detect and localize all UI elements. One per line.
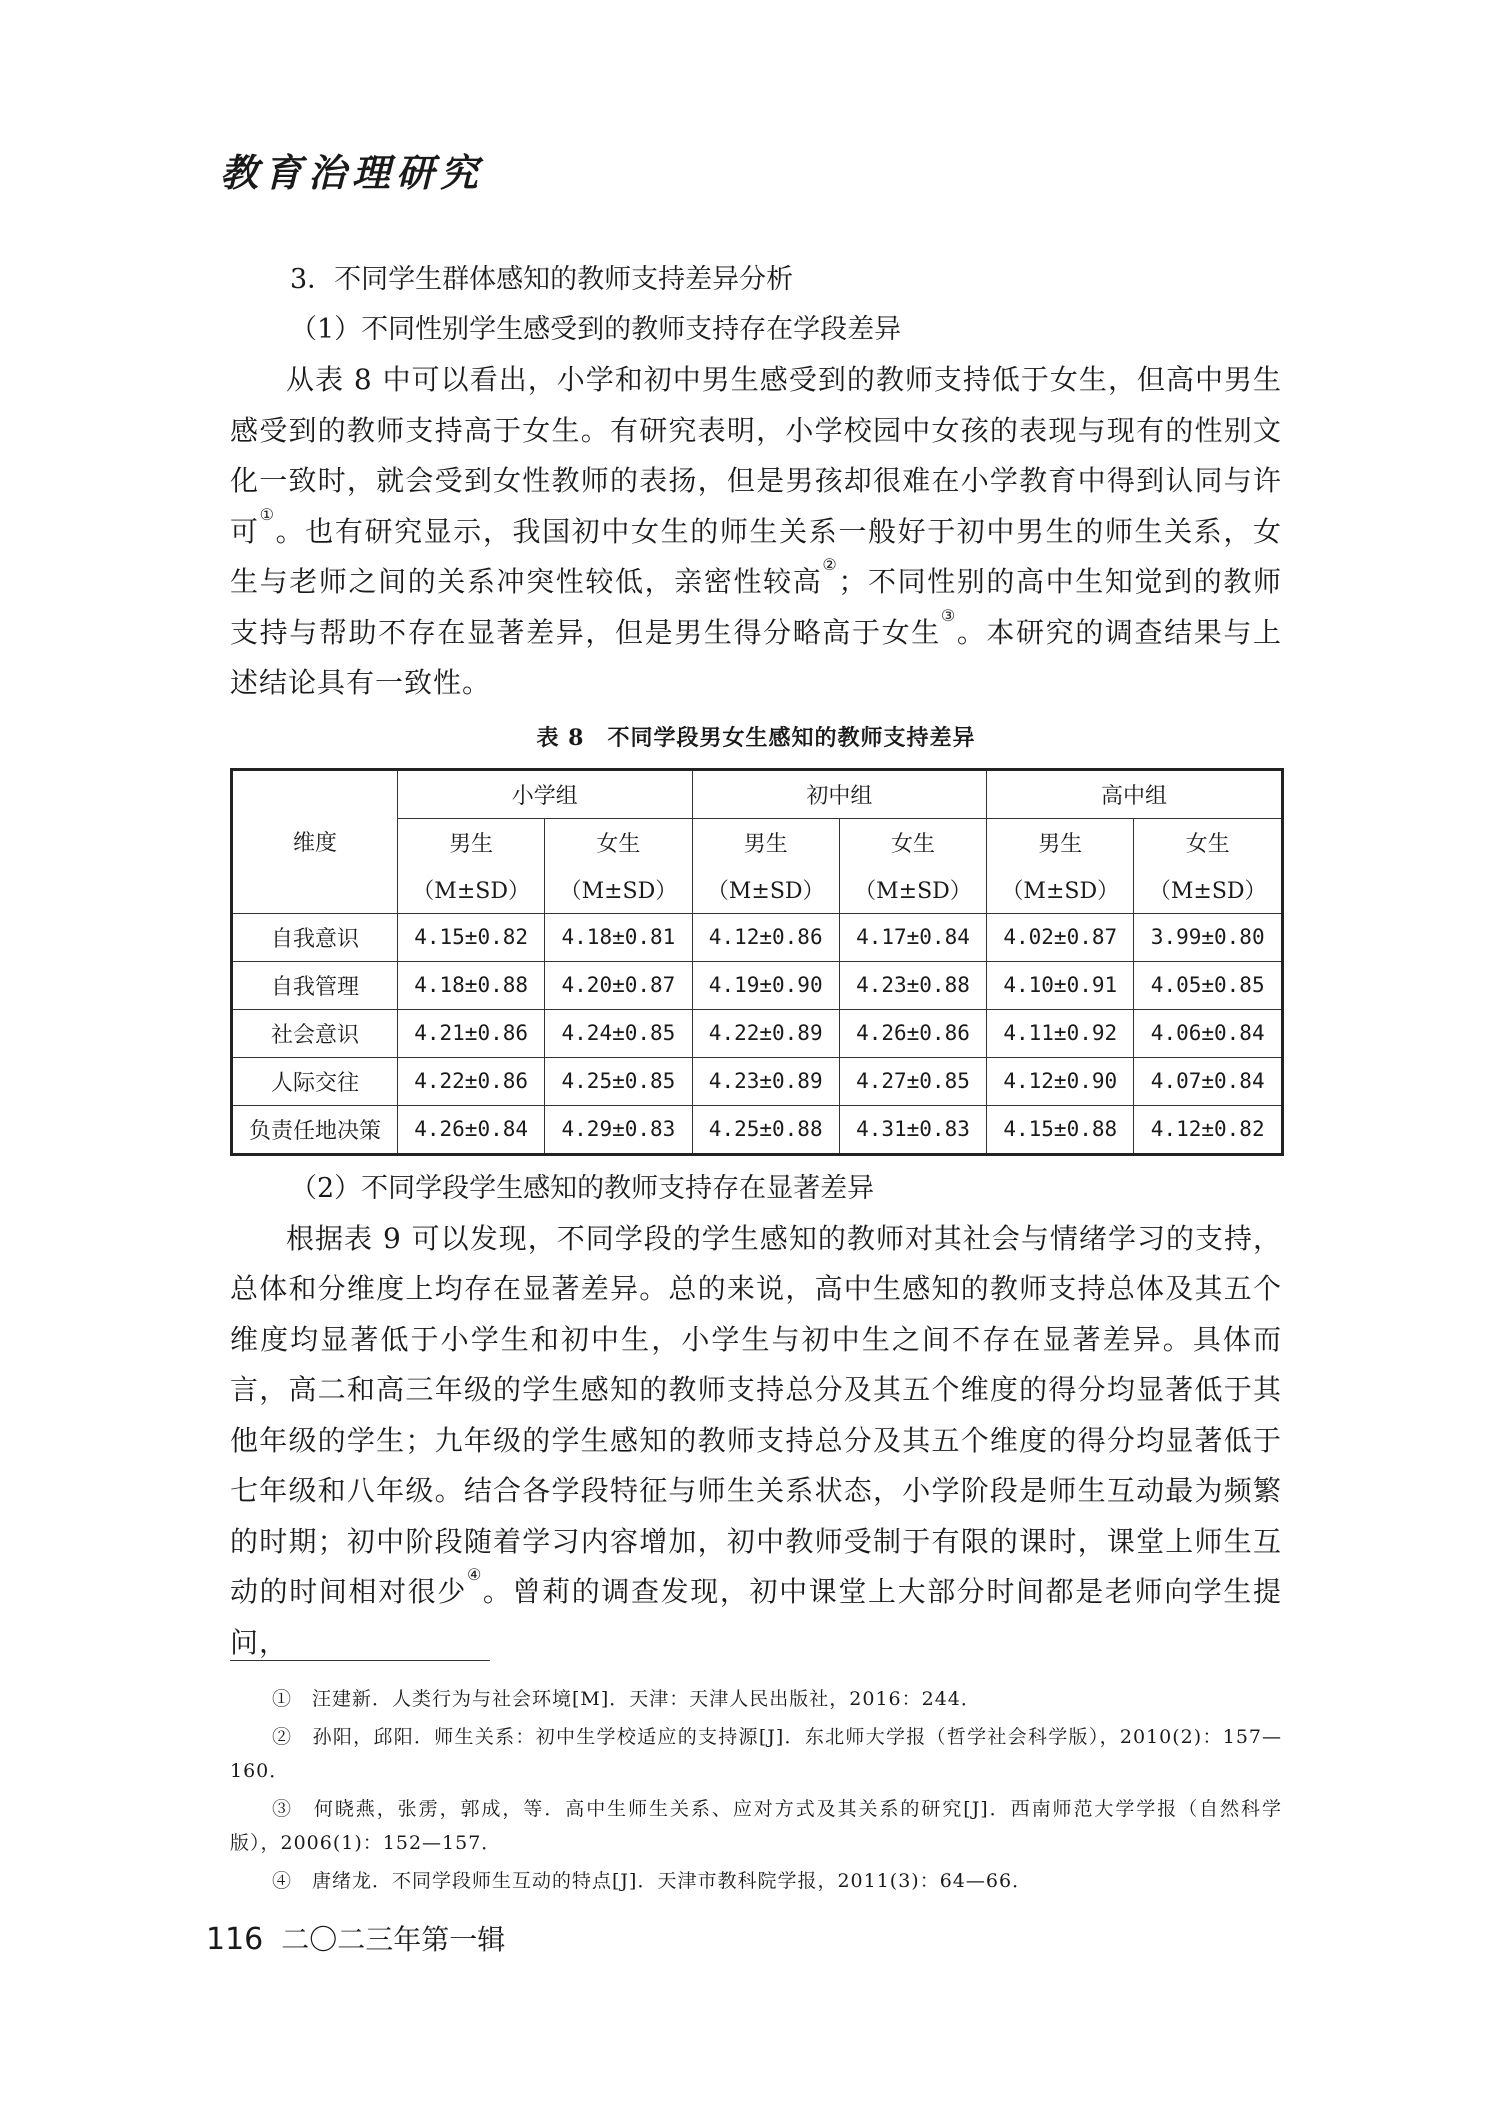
row-dimension: 社会意识 (232, 1009, 398, 1057)
table-cell: 4.18±0.88 (398, 961, 545, 1009)
table-cell: 4.15±0.82 (398, 913, 545, 961)
table-cell: 4.02±0.87 (987, 913, 1134, 961)
row-dimension: 负责任地决策 (232, 1105, 398, 1154)
table-row (232, 961, 1283, 1009)
table-cell: 4.18±0.81 (545, 913, 692, 961)
stat-header: （M±SD） (839, 866, 986, 914)
table-cell: 4.22±0.89 (692, 1009, 839, 1057)
table-row (232, 1105, 1283, 1154)
paragraph-1-text-c: ；不同性别的高中生知觉到的教师支持与帮助不存在显著差异，但是男生得分略高于女生 (230, 565, 1282, 649)
table-cell: 4.31±0.83 (839, 1105, 986, 1154)
group-header: 高中组 (987, 769, 1283, 818)
table-cell: 4.07±0.84 (1134, 1057, 1283, 1105)
group-header: 小学组 (398, 769, 693, 818)
issue-label: 二〇二三年第一辑 (281, 1923, 506, 1956)
stat-header: （M±SD） (398, 866, 545, 914)
main-content (230, 255, 1282, 1668)
paragraph-2-text-a: 根据表 9 可以发现，不同学段的学生感知的教师对其社会与情绪学习的支持，总体和分维度上均存在显著差异。总的来说，高中生感知的教师支持总体及其五个维度均显著低于小学生和初中生，小学生与初中生之间不存在显著差异。具体而言，高二和高三年级的学生感知的教师支持总分及其五个维度的得分均显著低于其他年级的学生；九年级的学生感知的教师支持总分及其五个维度的得分均显著低于七年级和八年级。结合各学段特征与师生关系状态，小学阶段是师生互动最为频繁的时期；初中阶段随着学习内容增加，初中教师受制于有限的课时，课堂上师生互动的时间相对很少 (230, 1221, 1282, 1608)
footnote-item: ④ 唐绪龙．不同学段师生互动的特点[J]．天津市教科院学报，2011(3)：64—66． (272, 1870, 1033, 1892)
paragraph-2 (230, 1214, 1282, 1669)
footnotes (230, 1682, 1282, 1902)
table-cell: 4.12±0.90 (987, 1057, 1134, 1105)
journal-title: 教育治理研究 (220, 150, 485, 195)
table-cell: 3.99±0.80 (1134, 913, 1283, 961)
table-cell: 4.05±0.85 (1134, 961, 1283, 1009)
paragraph-1-text-b: 。也有研究显示，我国初中女生的师生关系一般好于初中男生的师生关系，女生与老师之间的关系冲突性较低，亲密性较高 (230, 514, 1282, 598)
footnote-ref-4[interactable]: ④ (466, 1565, 483, 1584)
table-cell: 4.23±0.89 (692, 1057, 839, 1105)
paragraph-2-text-b: 。曾莉的调查发现，初中课堂上大部分时间都是老师向学生提问， (230, 1575, 1282, 1659)
table-cell: 4.21±0.86 (398, 1009, 545, 1057)
table-body (232, 913, 1283, 1154)
table-cell: 4.11±0.92 (987, 1009, 1134, 1057)
footnote-item: ① 汪建新．人类行为与社会环境[M]．天津：天津人民出版社，2016：244． (272, 1688, 981, 1710)
paragraph-1 (230, 355, 1282, 709)
table-row (232, 1009, 1283, 1057)
page-number: 116 (206, 1922, 264, 1957)
table-cell: 4.22±0.86 (398, 1057, 545, 1105)
table-row (232, 1057, 1283, 1105)
table-cell: 4.15±0.88 (987, 1105, 1134, 1154)
footnote-item: ③ 何晓燕，张雳，郭成，等．高中生师生关系、应对方式及其关系的研究[J]．西南师范大学学报（自然科学版），2006(1)：152—157． (230, 1798, 1282, 1854)
gender-header: 女生 (1134, 818, 1283, 866)
table-cell: 4.17±0.84 (839, 913, 986, 961)
subsection-1-heading: （1）不同性别学生感受到的教师支持存在学段差异 (290, 314, 902, 345)
group-header: 初中组 (692, 769, 987, 818)
table-cell: 4.25±0.88 (692, 1105, 839, 1154)
footnote-item: ② 孙阳，邱阳．师生关系：初中生学校适应的支持源[J]．东北师大学报（哲学社会科学版），2010(2)：157—160． (230, 1726, 1282, 1782)
table-cell: 4.06±0.84 (1134, 1009, 1283, 1057)
table-cell: 4.29±0.83 (545, 1105, 692, 1154)
row-dimension: 自我意识 (232, 913, 398, 961)
footnote-ref-3[interactable]: ③ (940, 605, 957, 625)
gender-header: 男生 (398, 818, 545, 866)
table-cell: 4.12±0.86 (692, 913, 839, 961)
table-cell: 4.10±0.91 (987, 961, 1134, 1009)
table-cell: 4.23±0.88 (839, 961, 986, 1009)
table-row (232, 913, 1283, 961)
footnote-divider (230, 1660, 490, 1661)
stat-header: （M±SD） (692, 866, 839, 914)
stat-header: （M±SD） (1134, 866, 1283, 914)
table-cell: 4.26±0.84 (398, 1105, 545, 1154)
page-footer (206, 1918, 505, 1958)
table-cell: 4.24±0.85 (545, 1009, 692, 1057)
subsection-2-heading: （2）不同学段学生感知的教师支持存在显著差异 (290, 1172, 875, 1204)
footnote-ref-1[interactable]: ① (259, 504, 276, 524)
gender-header: 男生 (987, 818, 1134, 866)
stat-header: （M±SD） (987, 866, 1134, 914)
table-cell: 4.12±0.82 (1134, 1105, 1283, 1154)
dimension-header: 维度 (232, 769, 398, 913)
paragraph-1-text-a: 从表 8 中可以看出，小学和初中男生感受到的教师支持低于女生，但高中男生感受到的教师支持高于女生。有研究表明，小学校园中女孩的表现与现有的性别文化一致时，就会受到女性教师的表扬，但是男孩却很难在小学教育中得到认同与许可 (230, 363, 1282, 548)
table-cell: 4.26±0.86 (839, 1009, 986, 1057)
row-dimension: 人际交往 (232, 1057, 398, 1105)
gender-header: 女生 (839, 818, 986, 866)
table-cell: 4.27±0.85 (839, 1057, 986, 1105)
footnote-ref-2[interactable]: ② (822, 555, 839, 574)
table-cell: 4.25±0.85 (545, 1057, 692, 1105)
stat-header: （M±SD） (545, 866, 692, 914)
section-heading: 3．不同学生群体感知的教师支持差异分析 (290, 264, 794, 295)
table-caption: 表 8 不同学段男女生感知的教师支持差异 (536, 724, 976, 751)
paragraph-1-text-d: 。本研究的调查结果与上述结论具有一致性。 (230, 615, 1282, 699)
gender-header: 女生 (545, 818, 692, 866)
data-table (230, 768, 1284, 1156)
row-dimension: 自我管理 (232, 961, 398, 1009)
table-cell: 4.19±0.90 (692, 961, 839, 1009)
table-cell: 4.20±0.87 (545, 961, 692, 1009)
gender-header: 男生 (692, 818, 839, 866)
